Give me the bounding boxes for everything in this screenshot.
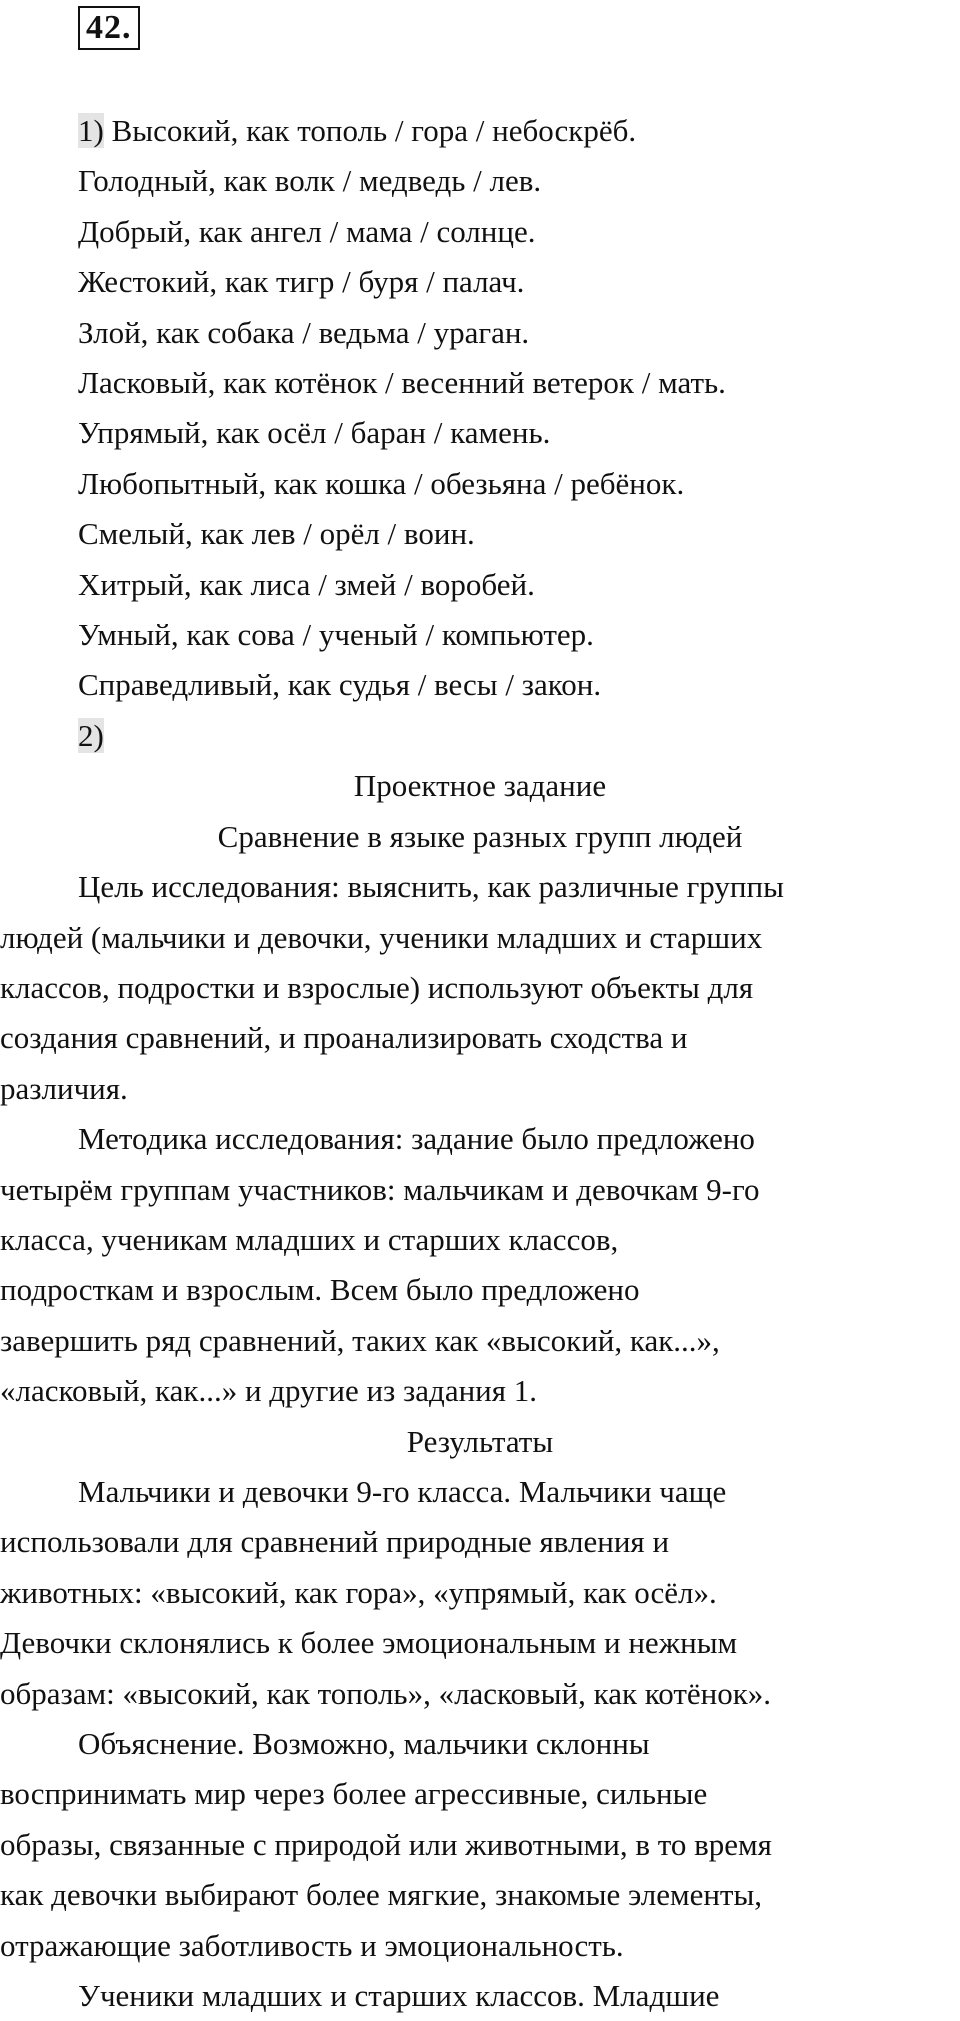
text-line: Справедливый, как судья / весы / закон. <box>78 667 602 703</box>
text-line: завершить ряд сравнений, таких как «высокий, как...», <box>0 1322 720 1358</box>
part1-first-line <box>0 106 960 156</box>
text-line: использовали для сравнений природные явления и <box>0 1524 670 1560</box>
text-line: Мальчики и девочки 9-го класса. Мальчики чаще <box>78 1473 727 1509</box>
text-line: животных: «высокий, как гора», «упрямый, как осёл». <box>0 1574 717 1610</box>
text-line: подросткам и взрослым. Всем было предложено <box>0 1272 640 1308</box>
text-line: Добрый, как ангел / мама / солнце. <box>78 213 536 249</box>
text-line: Девочки склонялись к более эмоциональным и нежным <box>0 1625 738 1661</box>
text-line: различия. <box>0 1070 128 1106</box>
text-line: Жестокий, как тигр / буря / палач. <box>78 264 525 300</box>
results-heading: Результаты <box>406 1423 554 1459</box>
text-line: отражающие заботливость и эмоциональность. <box>0 1927 624 1963</box>
task-number: 42. <box>78 6 140 50</box>
text-line: Любопытный, как кошка / обезьяна / ребёнок. <box>78 465 685 501</box>
text-line: классов, подростки и взрослые) используют объекты для <box>0 969 754 1005</box>
text-line: Цель исследования: выяснить, как различные группы <box>78 869 784 905</box>
text-line: «ласковый, как...» и другие из задания 1. <box>0 1373 538 1409</box>
results-paragraph <box>0 1467 960 1719</box>
part2-marker: 2) <box>78 717 104 753</box>
method-paragraph <box>0 1114 960 1416</box>
document-body <box>0 106 960 2021</box>
text-line: как девочки выбирают более мягкие, знакомые элементы, <box>0 1877 763 1913</box>
text-line: создания сравнений, и проанализировать сходства и <box>0 1020 688 1056</box>
last-paragraph-line: Ученики младших и старших классов. Младшие <box>78 1978 720 2014</box>
part1-marker: 1) <box>78 113 104 148</box>
project-subheading: Сравнение в языке разных групп людей <box>217 818 743 854</box>
text-line: четырём группам участников: мальчикам и девочкам 9-го <box>0 1171 760 1207</box>
text-line: образам: «высокий, как тополь», «ласковый, как котёнок». <box>0 1675 772 1711</box>
text-line: Методика исследования: задание было предложено <box>78 1121 755 1157</box>
text-line: Злой, как собака / ведьма / ураган. <box>78 314 530 350</box>
project-heading: Проектное задание <box>353 768 607 804</box>
text-line: воспринимать мир через более агрессивные, сильные <box>0 1776 708 1812</box>
explanation-paragraph <box>0 1719 960 1971</box>
text-line: людей (мальчики и девочки, ученики младших и старших <box>0 919 763 955</box>
part1-first-text: Высокий, как тополь / гора / небоскрёб. <box>103 113 637 148</box>
part1-comparison-list <box>0 156 960 710</box>
part2-marker-line <box>0 711 960 761</box>
text-line: Хитрый, как лиса / змей / воробей. <box>78 566 535 602</box>
text-line: Умный, как сова / ученый / компьютер. <box>78 617 594 653</box>
goal-paragraph <box>0 862 960 1114</box>
text-line: Ласковый, как котёнок / весенний ветерок / мать. <box>78 365 726 401</box>
text-line: Объяснение. Возможно, мальчики склонны <box>78 1726 650 1761</box>
text-line: класса, ученикам младших и старших классов, <box>0 1221 619 1257</box>
text-line: Голодный, как волк / медведь / лев. <box>78 163 542 199</box>
text-line: Упрямый, как осёл / баран / камень. <box>78 415 551 451</box>
text-line: образы, связанные с природой или животными, в то время <box>0 1826 772 1862</box>
text-line: Смелый, как лев / орёл / воин. <box>78 516 475 552</box>
